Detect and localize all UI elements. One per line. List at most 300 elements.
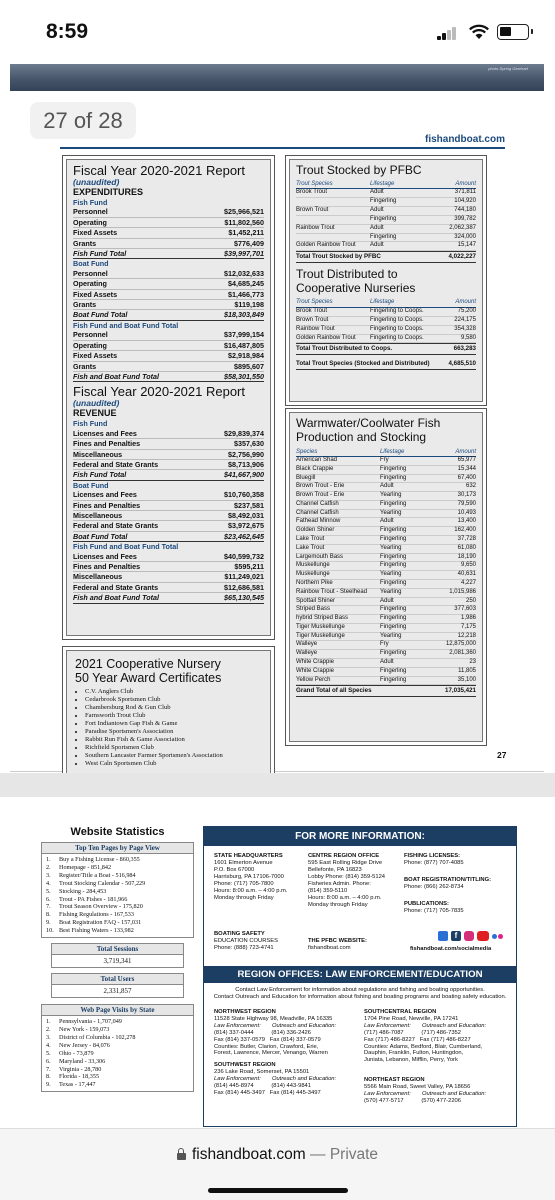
award-club: • Fort Indiantown Gap Fish & Game — [85, 720, 262, 728]
cell-species: Brown Trout - Erie — [296, 492, 345, 499]
info-line: Harrisburg, PA 17106-7000 — [214, 874, 284, 880]
total-value: 663,283 — [453, 345, 476, 353]
cell-lifestage: Yearling — [380, 588, 402, 595]
users-heading: Total Users — [51, 973, 184, 985]
fund-row — [73, 300, 264, 310]
total-label: Fish and Boat Fund Total — [73, 371, 159, 381]
fund-row — [73, 341, 264, 351]
list-item — [46, 1042, 189, 1050]
list-item — [46, 872, 189, 880]
item-number: 6. — [46, 1057, 51, 1065]
info-line: Dauphin, Franklin, Fulton, Huntingdon, — [364, 1050, 464, 1057]
item-text: Ohio - 73,879 — [59, 1049, 94, 1057]
fund-row — [73, 562, 264, 572]
cell-amount: 250 — [465, 597, 476, 604]
cell-amount: 2,081,360 — [449, 650, 476, 657]
info-line: 1601 Elmerton Avenue — [214, 860, 273, 866]
row-value: $11,249,021 — [224, 572, 264, 582]
award-club: • C.V. Anglers Club — [85, 688, 262, 696]
cell-species — [296, 216, 370, 224]
info-line: P.O. Box 67000 — [214, 867, 255, 873]
cell-amount: 37,728 — [457, 536, 476, 543]
email-icon[interactable] — [438, 931, 448, 941]
awards-box — [62, 646, 275, 780]
row-label: Miscellaneous — [73, 449, 123, 459]
item-text: Maryland - 33,306 — [59, 1057, 106, 1065]
cell-amount: 162,400 — [454, 527, 476, 534]
cell-amount: 18,190 — [457, 553, 476, 560]
info-line: 236 Lake Road, Somerset, PA 15501 — [214, 1068, 310, 1075]
list-item — [46, 919, 189, 927]
info-line: 1704 Pine Road, Newville, PA 17241 — [364, 1015, 459, 1022]
info-line: Law Enforcement: Outreach and Education: — [364, 1022, 487, 1029]
photo-credit: photo-Spring Gearhart — [488, 66, 528, 71]
page-indicator: 27 of 28 — [30, 102, 136, 139]
info-line: CENTRE REGION OFFICE — [308, 853, 380, 859]
info-line: Phone: (717) 705-7800 — [214, 881, 274, 887]
list-item — [46, 1073, 189, 1081]
item-text: Stocking - 284,453 — [59, 887, 107, 895]
fund-row — [73, 490, 264, 500]
page-gap — [0, 773, 555, 797]
region-offices-heading: REGION OFFICES: LAW ENFORCEMENT/EDUCATION — [204, 966, 516, 983]
table-row — [296, 501, 476, 510]
cell-species: Tiger Muskellunge — [296, 623, 345, 630]
cell-amount: 224,175 — [454, 316, 476, 323]
info-line: Phone: (717) 705-7835 — [404, 908, 464, 914]
item-number: 7. — [46, 1065, 51, 1073]
header-amount: Amount — [455, 180, 476, 187]
table-row — [296, 483, 476, 492]
cell-species: Bluegill — [296, 474, 316, 481]
info-line: Counties: Adams, Bedford, Blair, Cumberland, — [364, 1043, 483, 1050]
row-label: Personnel — [73, 268, 108, 278]
award-club: • Rabbit Run Fish & Game Association — [85, 736, 262, 744]
cell-lifestage: Fingerling — [380, 615, 407, 622]
cell-lifestage: Fingerling — [380, 676, 407, 683]
battery-icon — [497, 24, 529, 40]
item-text: Boat Registration FAQ - 157,031 — [59, 919, 142, 927]
table-row — [296, 615, 476, 624]
cell-lifestage: Adult — [380, 658, 394, 665]
lock-icon — [177, 1148, 186, 1160]
site-url-header: fishandboat.com — [424, 134, 505, 145]
cell-amount: 23 — [469, 658, 476, 665]
cell-lifestage: Adult — [370, 242, 384, 249]
cell-amount: 371,811 — [454, 189, 476, 195]
item-text: Trout Stocking Calendar - 507,229 — [59, 879, 146, 887]
wifi-icon — [468, 24, 490, 40]
item-number: 6. — [46, 895, 51, 903]
table-row — [296, 554, 476, 563]
cell-lifestage: Fry — [380, 457, 389, 463]
row-label: Operating — [73, 340, 107, 350]
item-number: 2. — [46, 863, 51, 871]
info-line: (814) 359-5110 — [308, 888, 348, 894]
cell-species: Brown Trout - Erie — [296, 483, 345, 490]
item-text: Buy a Fishing License - 860,355 — [59, 856, 140, 863]
cell-amount: 9,650 — [460, 562, 476, 569]
cell-species: hybrid Striped Bass — [296, 615, 349, 622]
cell-amount: 1,986 — [460, 615, 476, 622]
publications — [404, 901, 514, 915]
fund-row — [73, 450, 264, 460]
cell-species: Lake Trout — [296, 536, 325, 543]
cell-species: Golden Rainbow Trout — [296, 242, 356, 249]
cell-species — [296, 234, 370, 242]
row-value: $25,966,521 — [224, 207, 264, 217]
cell-lifestage: Yearling — [380, 492, 402, 499]
row-label: Fixed Assets — [73, 289, 118, 299]
trout-stocked-header — [296, 181, 476, 190]
info-line: Hours: 8:00 a.m. – 4:00 p.m. — [308, 895, 382, 901]
header-photo — [10, 64, 544, 91]
fund-row — [73, 429, 264, 439]
url-display[interactable] — [0, 1146, 555, 1164]
cell-amount: 40,631 — [457, 571, 476, 578]
fund-row — [73, 351, 264, 361]
row-value: $37,999,154 — [224, 330, 264, 340]
grand-total-label: Total Trout Species (Stocked and Distributed) — [296, 360, 430, 368]
trout-coop-title-line1: Trout Distributed to — [296, 267, 398, 282]
cell-amount: 13,400 — [457, 518, 476, 525]
item-text: Pennsylvania - 1,707,049 — [59, 1018, 122, 1026]
southwest-region — [214, 1062, 364, 1097]
total-label: Fish Fund Total — [73, 249, 127, 259]
cell-species: Brown Trout — [296, 316, 329, 323]
more-info-heading: FOR MORE INFORMATION: — [204, 827, 516, 846]
cell-lifestage: Adult — [370, 189, 384, 195]
table-row — [296, 475, 476, 484]
award-club: • Paradise Sportsmen's Association — [85, 728, 262, 736]
table-row — [296, 650, 476, 659]
cell-lifestage: Adult — [370, 224, 384, 231]
table-row — [296, 668, 476, 677]
cell-amount: 7,175 — [460, 623, 476, 630]
warmwater-title-line2: Production and Stocking — [296, 429, 427, 444]
info-line: FISHING LICENSES: — [404, 853, 461, 859]
total-value: $23,462,645 — [224, 531, 264, 541]
fund-group-heading: Fish Fund and Boat Fund Total — [73, 320, 179, 330]
cell-species: Rainbow Trout — [296, 224, 335, 231]
fund-total-row — [73, 249, 264, 259]
revenue-groups — [73, 419, 264, 603]
table-row — [296, 580, 476, 589]
cell-species: Northern Pike — [296, 579, 333, 586]
contact-law-enforcement: Contact Law Enforcement for information about regulations and fishing and boating opportunities. — [235, 987, 485, 993]
cell-species: American Shad — [296, 457, 338, 463]
row-value: $40,599,732 — [224, 551, 264, 561]
url-text: fishandboat.com — [191, 1146, 306, 1163]
item-number: 9. — [46, 919, 51, 927]
item-number: 2. — [46, 1025, 51, 1033]
award-club: • Chambersburg Rod & Gun Club — [85, 704, 262, 712]
table-row — [296, 518, 476, 527]
cell-lifestage: Fingerling — [380, 553, 407, 560]
state-headquarters — [214, 853, 309, 902]
cell-lifestage: Fingerling to Coops. — [370, 325, 424, 332]
trout-coop-title-line2: Cooperative Nurseries — [296, 280, 416, 295]
expenditures-title: Fiscal Year 2020-2021 Report — [73, 163, 246, 178]
cell-amount: 324,000 — [454, 233, 476, 240]
info-line: Monday through Friday — [214, 895, 274, 901]
url-separator: — — [310, 1146, 326, 1163]
info-line: 595 East Rolling Ridge Drive — [308, 860, 383, 866]
trout-stocked-rows — [296, 189, 476, 251]
social-icons — [438, 931, 504, 941]
row-label: Grants — [73, 238, 97, 248]
table-row — [296, 466, 476, 475]
cell-lifestage: Fingerling to Coops. — [370, 307, 424, 314]
home-indicator[interactable] — [208, 1188, 348, 1193]
cell-lifestage: Fingerling — [380, 623, 407, 630]
list-item — [46, 1018, 189, 1026]
cell-lifestage: Fingerling to Coops. — [370, 334, 424, 341]
fund-total-row — [73, 532, 264, 542]
cell-species — [296, 198, 370, 206]
revenue-title: Fiscal Year 2020-2021 Report — [73, 384, 246, 400]
fund-row — [73, 218, 264, 228]
info-line: Fax (814) 445-3497 Fax (814) 445-3497 — [214, 1089, 321, 1096]
list-item — [46, 911, 189, 919]
instagram-icon[interactable] — [464, 931, 474, 941]
item-number: 8. — [46, 911, 51, 919]
fund-row — [73, 572, 264, 582]
table-row — [296, 326, 476, 335]
row-label: Operating — [73, 217, 107, 227]
total-label: Fish Fund Total — [73, 470, 127, 480]
cell-amount: 15,344 — [457, 465, 476, 472]
info-line: Monday through Friday — [308, 902, 368, 908]
northeast-region — [364, 1077, 514, 1105]
list-item — [46, 903, 189, 911]
centre-region-office — [308, 853, 408, 909]
info-line: fishandboat.com — [308, 945, 351, 951]
flickr-icon[interactable] — [492, 931, 504, 941]
users-value: 2,331,857 — [51, 985, 184, 998]
header-lifestage: Lifestage — [370, 299, 395, 306]
row-label: Grants — [73, 300, 97, 310]
row-label: Licenses and Fees — [73, 490, 137, 500]
total-value: $58,301,550 — [224, 371, 264, 381]
header-species: Species — [296, 449, 318, 455]
cell-lifestage: Fingerling — [370, 233, 397, 240]
social-media-link[interactable]: fishandboat.com/socialmedia — [410, 946, 492, 952]
table-row — [296, 536, 476, 545]
item-number: 1. — [46, 856, 51, 863]
total-value: 17,035,421 — [445, 687, 476, 695]
contact-outreach: Contact Outreach and Education for information about fishing and boating programs and boating safety education. — [213, 993, 507, 1000]
table-row — [296, 216, 476, 225]
item-number: 7. — [46, 903, 51, 911]
private-label: Private — [329, 1146, 379, 1163]
cell-lifestage: Fingerling — [380, 579, 407, 586]
item-number: 8. — [46, 1073, 51, 1081]
cell-amount: 399,782 — [454, 215, 476, 222]
cell-amount: 354,328 — [454, 325, 476, 332]
cell-amount: 1,015,986 — [449, 588, 476, 595]
cell-lifestage: Yearling — [380, 632, 402, 639]
info-line: SOUTHCENTRAL REGION — [364, 1009, 437, 1015]
info-line: NORTHEAST REGION — [364, 1077, 425, 1083]
more-information-panel — [203, 826, 517, 1127]
row-value: $119,198 — [234, 300, 264, 310]
row-value: $2,918,984 — [228, 351, 264, 361]
row-label: Federal and State Grants — [73, 582, 159, 592]
cell-lifestage: Adult — [370, 206, 384, 213]
item-number: 9. — [46, 1081, 51, 1089]
table-row — [296, 589, 476, 598]
cell-species: Brook Trout — [296, 189, 328, 195]
info-line: EDUCATION COURSES — [214, 938, 278, 944]
fund-row — [73, 239, 264, 249]
cell-amount: 104,920 — [454, 197, 476, 204]
cell-lifestage: Adult — [380, 518, 394, 525]
fund-row — [73, 362, 264, 372]
cell-amount: 12,218 — [457, 632, 476, 639]
item-text: Florida - 18,355 — [59, 1073, 100, 1081]
cell-species: Walleye — [296, 650, 318, 657]
row-label: Personnel — [73, 330, 108, 340]
item-number: 1. — [46, 1018, 51, 1026]
expenditures-unaudited: (unaudited) — [73, 177, 120, 187]
fund-row — [73, 511, 264, 521]
facebook-icon[interactable]: f — [451, 931, 461, 941]
cell-lifestage: Yearling — [380, 544, 402, 551]
table-row — [296, 562, 476, 571]
cell-amount: 10,493 — [457, 509, 476, 516]
table-row — [296, 606, 476, 615]
item-text: Homepage - 851,842 — [59, 863, 112, 871]
fund-row — [73, 583, 264, 593]
cell-lifestage: Fingerling — [380, 650, 407, 657]
info-line: (717) 486-7087 (717) 486-7352 — [364, 1029, 461, 1036]
header-species: Trout Species — [296, 299, 333, 306]
header-species: Trout Species — [296, 180, 333, 187]
cell-species: Rainbow Trout - Steelhead — [296, 588, 368, 595]
fund-total-row — [73, 470, 264, 480]
table-row — [296, 677, 476, 686]
item-number: 4. — [46, 879, 51, 887]
info-line: Bellefonte, PA 16823 — [308, 867, 362, 873]
cell-lifestage: Fingerling — [380, 562, 407, 569]
header-amount: Amount — [455, 449, 476, 455]
info-line: Law Enforcement: Outreach and Education: — [214, 1075, 337, 1082]
cell-species: Largemouth Bass — [296, 553, 344, 560]
item-text: New York - 159,073 — [59, 1025, 110, 1033]
cell-species: Striped Bass — [296, 606, 331, 613]
warmwater-total — [296, 685, 476, 697]
table-row — [296, 242, 476, 251]
info-line: 5566 Main Road, Sweet Valley, PA 18656 — [364, 1083, 471, 1090]
cell-species: Golden Rainbow Trout — [296, 334, 356, 341]
item-number: 5. — [46, 887, 51, 895]
cell-lifestage: Fry — [380, 641, 389, 648]
info-line: Fax (814) 337-0579 Fax (814) 337-0579 — [214, 1036, 321, 1043]
list-item — [46, 888, 189, 896]
row-label: Grants — [73, 361, 97, 371]
row-label: Fixed Assets — [73, 351, 118, 361]
list-item — [46, 1058, 189, 1066]
info-line: Law Enforcement: Outreach and Education: — [364, 1090, 487, 1097]
table-row — [296, 598, 476, 607]
cell-lifestage: Fingerling — [370, 197, 397, 204]
cell-amount: 4,227 — [460, 579, 476, 586]
fund-group-heading: Fish Fund — [73, 198, 108, 207]
table-row — [296, 633, 476, 642]
info-line: (814) 445-8974 (814) 443-9841 — [214, 1082, 311, 1089]
boat-registration — [404, 877, 514, 891]
status-bar — [0, 0, 555, 62]
cell-species: Muskellunge — [296, 562, 330, 569]
youtube-icon[interactable] — [477, 931, 489, 941]
expenditures-heading: EXPENDITURES — [73, 187, 144, 197]
cell-amount: 65,977 — [457, 457, 476, 463]
row-label: Fixed Assets — [73, 228, 118, 238]
expenditures-groups — [73, 198, 264, 382]
row-label: Miscellaneous — [73, 572, 123, 582]
cell-lifestage: Fingerling — [380, 527, 407, 534]
state-visits-heading: Web Page Visits by State — [42, 1005, 193, 1016]
fund-row — [73, 290, 264, 300]
fund-group-heading: Boat Fund — [73, 480, 109, 490]
fiscal-report-box — [62, 155, 275, 640]
trout-grand-total — [296, 359, 476, 370]
website-statistics — [41, 826, 194, 1129]
cell-amount: 9,580 — [460, 334, 476, 341]
cell-species: Tiger Muskellunge — [296, 632, 345, 639]
revenue-heading: REVENUE — [73, 408, 117, 419]
top-pages-heading: Top Ten Pages by Page View — [42, 843, 193, 854]
total-label: Total Trout Stocked by PFBC — [296, 253, 381, 261]
status-time: 8:59 — [46, 20, 89, 43]
cell-species: Yellow Perch — [296, 676, 331, 683]
award-club: • Southern Lancaster Farmer Sportsmen's Association — [85, 752, 262, 760]
sessions-block — [51, 943, 184, 968]
row-value: $8,492,031 — [228, 510, 264, 520]
cell-amount: 2,062,387 — [449, 224, 476, 231]
cell-species: White Crappie — [296, 658, 335, 665]
cell-amount: 67,400 — [457, 474, 476, 481]
cell-lifestage: Fingerling — [370, 215, 397, 222]
cell-amount: 35,100 — [457, 676, 476, 683]
trout-stocked-title: Trout Stocked by PFBC — [296, 163, 422, 177]
users-block — [51, 973, 184, 998]
item-number: 10. — [46, 927, 54, 935]
row-value: $12,032,633 — [224, 268, 264, 278]
item-text: Trout Season Overview - 175,820 — [59, 903, 143, 911]
header-lifestage: Lifestage — [380, 449, 405, 455]
item-number: 3. — [46, 1033, 51, 1041]
table-row — [296, 234, 476, 243]
cell-amount: 61,080 — [457, 544, 476, 551]
fund-row — [73, 207, 264, 217]
cell-species: Rainbow Trout — [296, 325, 335, 332]
row-label: Federal and State Grants — [73, 521, 159, 531]
warmwater-box — [285, 408, 487, 746]
row-value: $237,581 — [234, 500, 264, 510]
table-row — [296, 492, 476, 501]
table-row — [296, 308, 476, 317]
row-value: $776,409 — [234, 238, 264, 248]
total-value: $39,997,701 — [224, 249, 264, 259]
cell-amount: 11,805 — [458, 667, 476, 674]
info-line: Fisheries Admin. Phone: — [308, 881, 371, 887]
fishing-licenses — [404, 853, 514, 867]
item-text: Register/Title a Boat - 516,984 — [59, 871, 136, 879]
warmwater-rows — [296, 457, 476, 685]
item-text: Virginia - 28,780 — [59, 1065, 102, 1073]
